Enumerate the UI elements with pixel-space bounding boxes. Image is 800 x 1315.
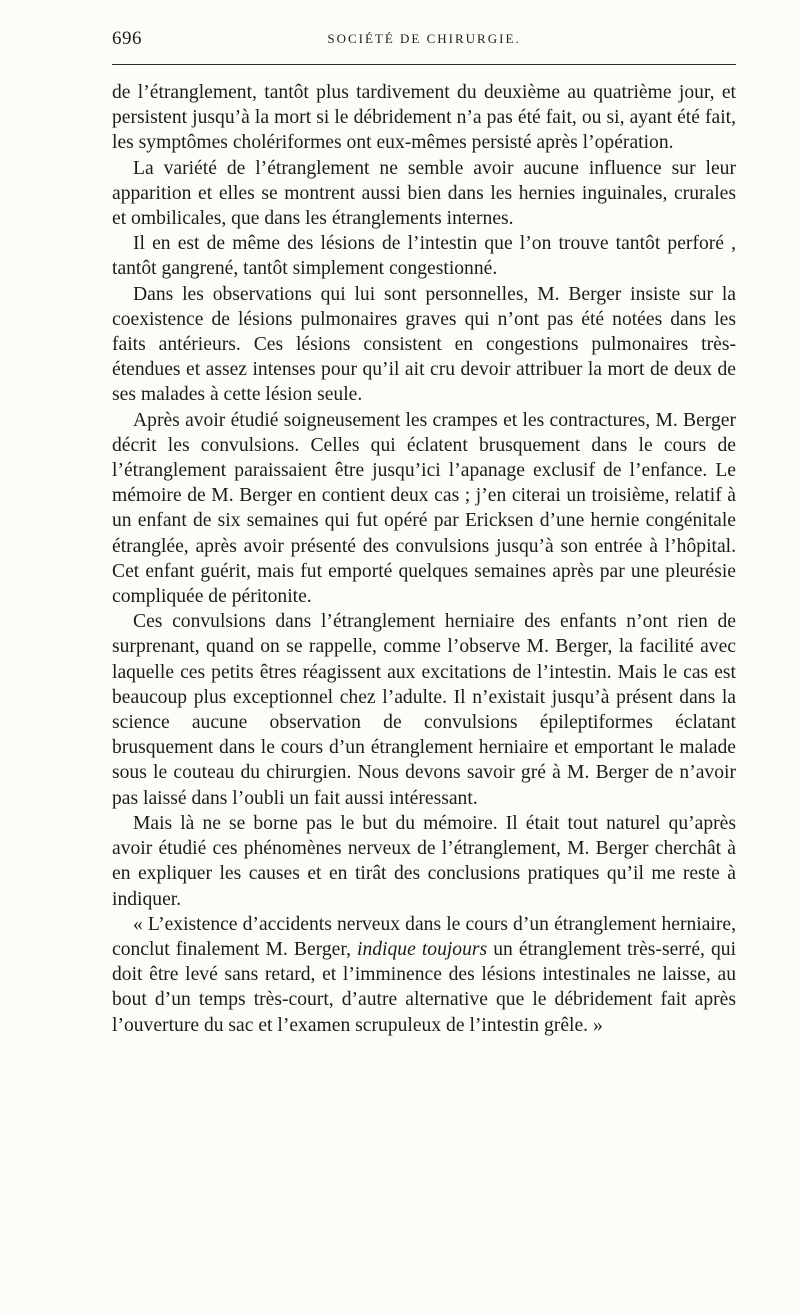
header-rule — [112, 64, 736, 65]
quote-end: un étranglement très-serré, qui doit être levé sans retard, et l’imminence des lésions intestinales ne laisse, au bout d’un temps très-court, d’autre alternative que le débridement fait après l’ouverture du sac et l’examen scrupuleux de l’intestin grêle. » — [112, 938, 737, 1036]
quote-start: « L’existence d’accidents nerveux dans le cours d’un étranglement herniaire, conclut finalement M. Berger, — [112, 913, 736, 960]
paragraph-6: Ces convulsions dans l’étranglement herniaire des enfants n’ont rien de surprenant, quand on se rappelle, comme l’observe M. Berger, la facilité avec laquelle ces petits êtres réagissent aux excitations de l’intestin. Mais le cas est beaucoup plus exceptionnel chez l’adulte. Il n’existait jusqu’à présent dans la science aucune observation de convulsions épileptiformes éclatant brusquement dans le cours d’un étranglement herniaire et emportant le malade sous le couteau du chirurgien. Nous devons savoir gré à M. Berger de n’avoir pas laissé dans l’oubli un fait aussi intéressant. — [112, 611, 736, 809]
paragraph-1: de l’étranglement, tantôt plus tardivement du deuxième au quatrième jour, et persistent jusqu’à la mort si le débridement n’a pas été fait, ou si, ayant été fait, les symptômes cholériformes ont eux-mêmes persisté après l’opération. — [112, 82, 736, 154]
paragraph-7: Mais là ne se borne pas le but du mémoire. Il était tout naturel qu’après avoir étudié ces phénomènes nerveux de l’étranglement, M. Berger cherchât à en expliquer les causes et en tirât des conclusions pratiques qu’il me reste à indiquer. — [112, 812, 736, 910]
page-header — [112, 28, 736, 52]
page-number: 696 — [112, 28, 142, 49]
paragraph-2: La variété de l’étranglement ne semble avoir aucune influence sur leur apparition et elles se montrent aussi bien dans les hernies inguinales, crurales et ombilicales, que dans les étranglements internes. — [112, 157, 736, 230]
paragraph-4: Dans les observations qui lui sont personnelles, M. Berger insiste sur la coexistence de lésions pulmonaires graves qui n’ont pas été notées dans les faits antérieurs. Ces lésions consistent en congestions pulmonaires très-étendues et assez intenses pour qu’il ait cru devoir attribuer la mort de deux de ses malades à cette lésion seule. — [112, 283, 736, 406]
quote-italic-phrase: indique toujours — [357, 938, 488, 960]
body-text — [112, 80, 736, 1038]
running-title: SOCIÉTÉ DE CHIRURGIE. — [327, 31, 521, 46]
quoted-conclusion — [112, 912, 736, 1038]
paragraph-5: Après avoir étudié soigneusement les crampes et les contractures, M. Berger décrit les convulsions. Celles qui éclatent brusquement dans le cours de l’étranglement paraissaient être jusqu’ici l’apanage exclusif de l’enfance. Le mémoire de M. Berger en contient deux cas ; j’en citerai un troisième, relatif à un enfant de six semaines qui fut opéré par Ericksen d’une hernie congénitale étranglée, après avoir présenté des convulsions jusqu’à son entrée à l’hôpital. Cet enfant guérit, mais fut emporté quelques semaines après par une pleurésie compliquée de péritonite. — [112, 409, 736, 608]
paragraph-3: Il en est de même des lésions de l’intestin que l’on trouve tantôt perforé , tantôt gangrené, tantôt simplement congestionné. — [112, 233, 736, 280]
